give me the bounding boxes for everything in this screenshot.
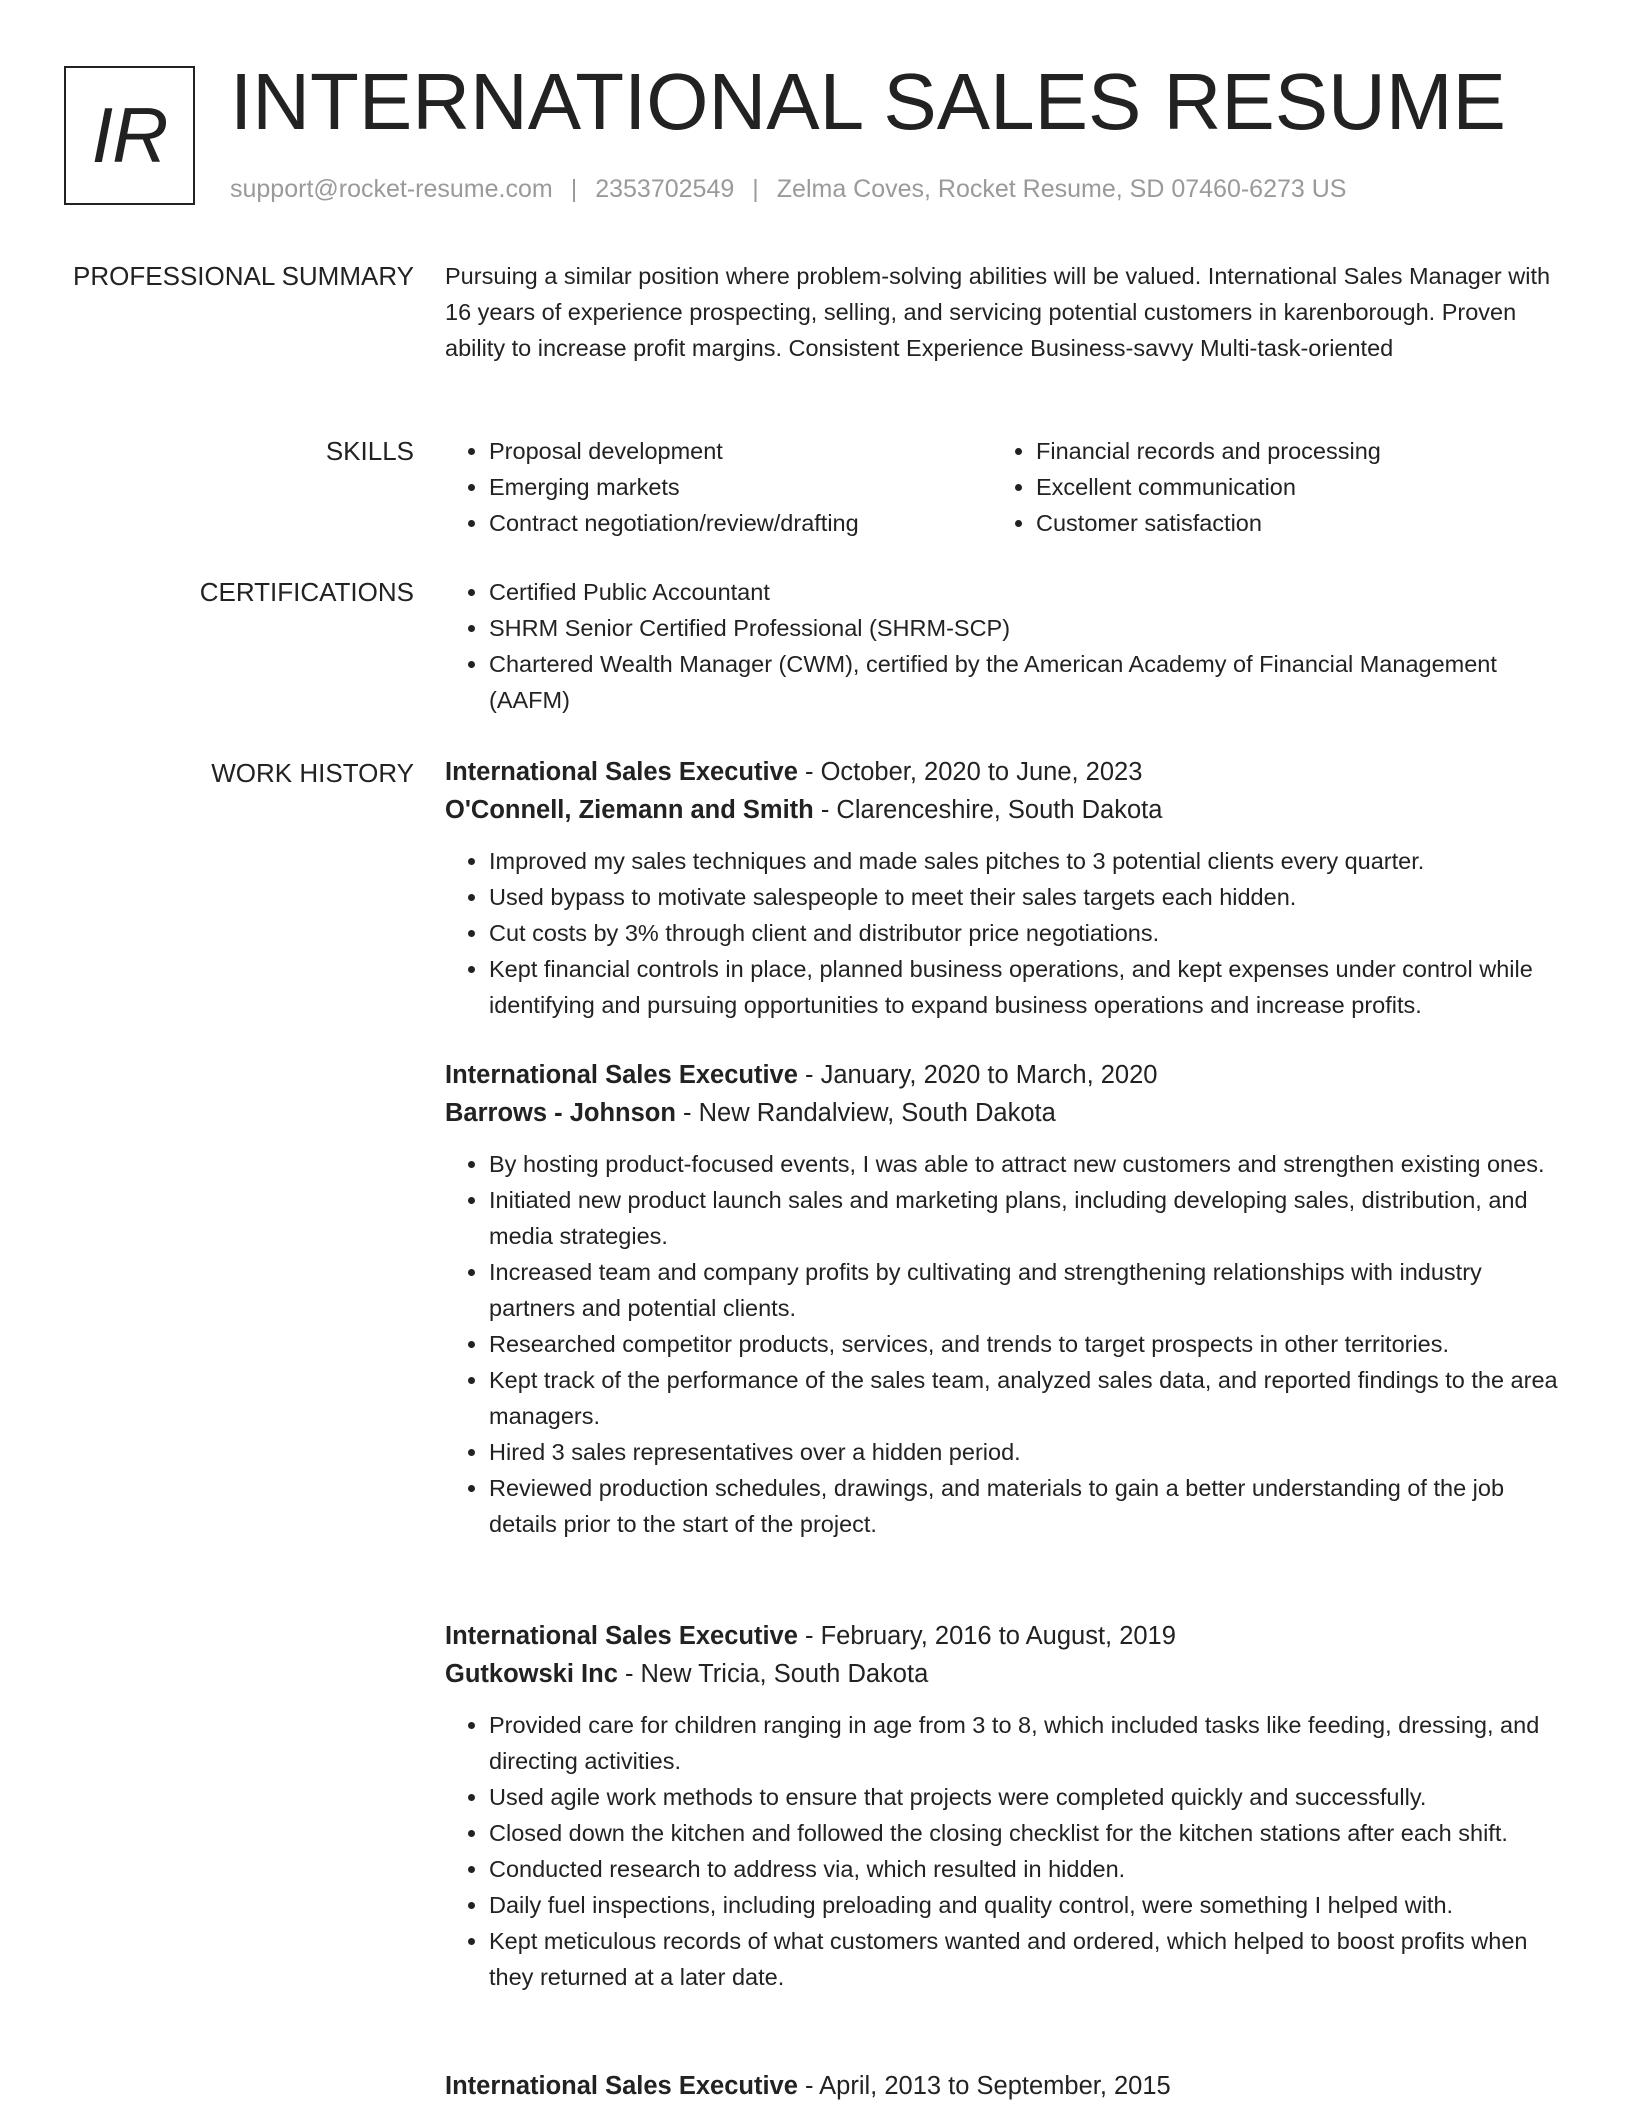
job-company: Barrows - Johnson — [445, 1099, 676, 1127]
contact-phone: 2353702549 — [595, 175, 735, 203]
job-bullet: • Kept meticulous records of what customers wanted and ordered, which helped to boost profits when they returned at a later date. — [489, 1923, 1565, 1995]
job-bullet: • Cut costs by 3% through client and distributor price negotiations. — [489, 915, 1565, 951]
job-bullet: • Conducted research to address via, which resulted in hidden. — [489, 1851, 1565, 1887]
job-dates: - February, 2016 to August, 2019 — [797, 1622, 1176, 1650]
job-bullet: • Initiated new product launch sales and marketing plans, including developing sales, distribution, and media strategies. — [489, 1182, 1565, 1254]
skill-item: • Contract negotiation/review/drafting — [489, 505, 992, 541]
skills-column-left — [445, 433, 992, 541]
skill-item: • Customer satisfaction — [1036, 505, 1539, 541]
job-bullets — [445, 1146, 1565, 1542]
job-bullet: • By hosting product-focused events, I was able to attract new customers and strengthen existing ones. — [489, 1146, 1565, 1182]
certification-item: • Chartered Wealth Manager (CWM), certified by the American Academy of Financial Management (AAFM) — [489, 646, 1565, 718]
job-bullet: • Reviewed production schedules, drawings, and materials to gain a better understanding of the job details prior to the start of the project. — [489, 1470, 1565, 1542]
job-bullet: • Hired 3 sales representatives over a hidden period. — [489, 1434, 1565, 1470]
certification-item: • Certified Public Accountant — [489, 574, 1565, 610]
job-title-line — [445, 1617, 1565, 1655]
skill-item: • Financial records and processing — [1036, 433, 1539, 469]
job-title-line — [445, 2067, 1565, 2105]
section-label-work-history: WORK HISTORY — [211, 758, 414, 788]
skill-item: • Excellent communication — [1036, 469, 1539, 505]
job-title: International Sales Executive — [445, 1622, 798, 1650]
job-bullet: • Increased team and company profits by cultivating and strengthening relationships with industry partners and potential clients. — [489, 1254, 1565, 1326]
section-label-summary: PROFESSIONAL SUMMARY — [73, 261, 414, 291]
certifications-list — [445, 574, 1565, 718]
job-bullet: • Kept financial controls in place, planned business operations, and kept expenses under control while identifying and pursuing opportunities to expand business operations and increase profits. — [489, 951, 1565, 1023]
job-company-line — [445, 1094, 1565, 1132]
job-company: O'Connell, Ziemann and Smith — [445, 796, 814, 824]
job-bullet: • Closed down the kitchen and followed the closing checklist for the kitchen stations after each shift. — [489, 1815, 1565, 1851]
job-bullet: • Used agile work methods to ensure that projects were completed quickly and successfully. — [489, 1779, 1565, 1815]
page-title: INTERNATIONAL SALES RESUME — [230, 57, 1506, 146]
job-bullet: • Daily fuel inspections, including preloading and quality control, were something I helped with. — [489, 1887, 1565, 1923]
job-bullets — [445, 843, 1565, 1023]
job-dates: - April, 2013 to September, 2015 — [797, 2072, 1171, 2100]
contact-email: support@rocket-resume.com — [230, 175, 553, 203]
job-location: - New Randalview, South Dakota — [675, 1099, 1056, 1127]
skills-column-right — [992, 433, 1539, 541]
job-body — [445, 753, 1565, 1023]
contact-address: Zelma Coves, Rocket Resume, SD 07460-6273 US — [776, 175, 1347, 203]
job-company: Gutkowski Inc — [445, 1660, 618, 1688]
contact-separator: | — [752, 175, 759, 203]
certification-item: • SHRM Senior Certified Professional (SHRM-SCP) — [489, 610, 1565, 646]
job-bullet: • Used bypass to motivate salespeople to meet their sales targets each hidden. — [489, 879, 1565, 915]
job-bullet: • Improved my sales techniques and made sales pitches to 3 potential clients every quarter. — [489, 843, 1565, 879]
contact-line — [230, 172, 1346, 206]
job-company-line — [445, 1655, 1565, 1693]
job-bullet: • Provided care for children ranging in age from 3 to 8, which included tasks like feeding, dressing, and directing activities. — [489, 1707, 1565, 1779]
job-location: - New Tricia, South Dakota — [617, 1660, 929, 1688]
job-bullet: • Kept track of the performance of the sales team, analyzed sales data, and reported findings to the area managers. — [489, 1362, 1565, 1434]
skills-body — [445, 433, 1565, 541]
summary-text: Pursuing a similar position where problem-solving abilities will be valued. International Sales Manager with 16 years of experience prospecting, selling, and servicing potential customers in karenborough. Proven ability to increase profit margins. Consistent Experience Business-savvy Multi-task-oriented — [445, 263, 1551, 361]
job-dates: - January, 2020 to March, 2020 — [797, 1061, 1158, 1089]
skill-item: • Emerging markets — [489, 469, 992, 505]
monogram: IR — [64, 66, 195, 205]
job-dates: - October, 2020 to June, 2023 — [797, 758, 1143, 786]
job-body — [445, 1056, 1565, 1542]
section-label-certifications: CERTIFICATIONS — [199, 577, 414, 607]
job-body — [445, 2067, 1565, 2105]
contact-separator: | — [570, 175, 578, 203]
skill-item: • Proposal development — [489, 433, 992, 469]
job-bullets — [445, 1707, 1565, 1995]
job-company-line — [445, 791, 1565, 829]
job-location: - Clarenceshire, South Dakota — [813, 796, 1163, 824]
summary-body — [445, 258, 1565, 366]
job-title: International Sales Executive — [445, 758, 798, 786]
job-bullet: • Researched competitor products, services, and trends to target prospects in other territories. — [489, 1326, 1565, 1362]
job-title: International Sales Executive — [445, 2072, 798, 2100]
section-label-skills: SKILLS — [325, 436, 414, 466]
job-title: International Sales Executive — [445, 1061, 798, 1089]
job-title-line — [445, 753, 1565, 791]
certifications-body — [445, 574, 1565, 718]
job-title-line — [445, 1056, 1565, 1094]
job-body — [445, 1617, 1565, 1995]
